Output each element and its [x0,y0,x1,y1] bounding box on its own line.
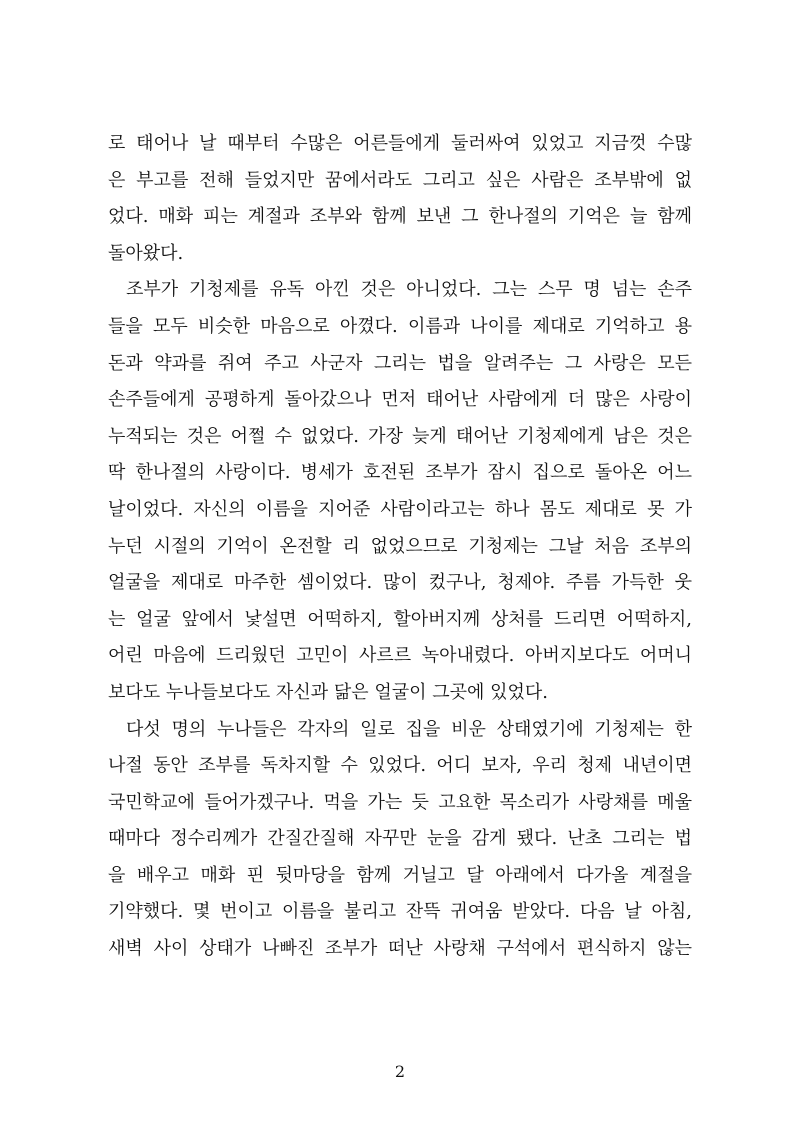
text-line-1: 로 태어나 날 때부터 수많은 어른들에게 둘러싸여 있었고 지금껏 수많 [108,133,692,154]
text-line-17: 다섯 명의 누나들은 각자의 일로 집을 비운 상태였기에 기청제는 한 [126,718,692,740]
text-line-12: 누던 시절의 기억이 온전할 리 없었으므로 기청제는 그날 처음 조부의 [108,535,692,557]
text-line-4: 돌아왔다. [108,242,184,264]
text-line-15: 어린 마음에 드리웠던 고민이 사르르 녹아내렸다. 아버지보다도 어머니 [108,645,692,667]
text-line-18: 나절 동안 조부를 독차지할 수 있었다. 어디 보자, 우리 청제 내년이면 [108,755,692,777]
text-line-14: 는 얼굴 앞에서 낯설면 어떡하지, 할아버지께 상처를 드리면 어떡하지, [108,608,692,630]
text-line-3: 었다. 매화 피는 계절과 조부와 함께 보낸 그 한나절의 기억은 늘 함께 [108,206,692,228]
text-line-20: 때마다 정수리께가 간질간질해 자꾸만 눈을 감게 됐다. 난초 그리는 법 [108,828,692,850]
text-line-11: 날이었다. 자신의 이름을 지어준 사람이라고는 하나 몸도 제대로 못 가 [108,498,692,520]
text-line-8: 손주들에게 공평하게 돌아갔으나 먼저 태어난 사람에게 더 많은 사랑이 [108,389,692,411]
text-line-22: 기약했다. 몇 번이고 이름을 불리고 잔뜩 귀여움 받았다. 다음 날 아침, [108,901,692,923]
text-line-5: 조부가 기청제를 유독 아낀 것은 아니었다. 그는 스무 명 넘는 손주 [126,279,692,301]
page-number: 2 [394,1062,406,1081]
text-line-23: 새벽 사이 상태가 나빠진 조부가 떠난 사랑채 구석에서 편식하지 않는 [108,938,692,960]
text-line-21: 을 배우고 매화 핀 뒷마당을 함께 거닐고 달 아래에서 다가올 계절을 [108,864,692,886]
text-line-2: 은 부고를 전해 들었지만 꿈에서라도 그리고 싶은 사람은 조부밖에 없 [108,169,692,191]
text-line-10: 딱 한나절의 사랑이다. 병세가 호전된 조부가 잠시 집으로 돌아온 어느 [108,462,692,484]
text-line-16: 보다도 누나들보다도 자신과 닮은 얼굴이 그곳에 있었다. [108,681,548,703]
text-line-6: 들을 모두 비슷한 마음으로 아꼈다. 이름과 나이를 제대로 기억하고 용 [108,315,692,337]
text-line-9: 누적되는 것은 어쩔 수 없었다. 가장 늦게 태어난 기청제에게 남은 것은 [108,425,692,447]
document-body [108,126,692,968]
text-line-13: 얼굴을 제대로 마주한 셈이었다. 많이 컸구나, 청제야. 주름 가득한 웃 [108,572,692,594]
text-line-19: 국민학교에 들어가겠구나. 먹을 가는 듯 고요한 목소리가 사랑채를 메울 [108,791,692,813]
text-line-7: 돈과 약과를 쥐여 주고 사군자 그리는 법을 알려주는 그 사랑은 모든 [108,352,692,374]
